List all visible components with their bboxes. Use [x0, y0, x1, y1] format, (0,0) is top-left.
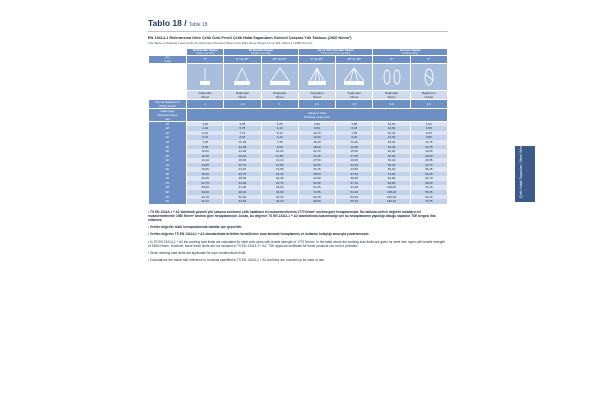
wll-cell: 7,35 [261, 140, 298, 145]
lifting-factor-label: Yapma Katsayısı K Lifting Factor [149, 99, 187, 108]
diameter-cell: 24 [149, 140, 187, 145]
diameter-cell: 44 [149, 181, 187, 186]
method-cell: Doğrudan Direct [336, 90, 373, 99]
diameter-cell: 28 [149, 149, 187, 154]
wll-cell: 6,80 [298, 121, 335, 126]
wll-cell: 184,40 [373, 199, 410, 204]
wll-cell: 27,60 [336, 172, 373, 177]
wll-cell: 20,70 [224, 163, 261, 168]
wll-cell: 24,80 [336, 167, 373, 172]
wll-cell: 13,10 [261, 158, 298, 163]
wll-cell: 7,35 [187, 140, 224, 145]
wll-cell: 6,15 [187, 135, 224, 140]
sling-type-header-row [149, 49, 448, 56]
wll-cell: 81,80 [373, 176, 410, 181]
wll-cell: 46,10 [261, 199, 298, 204]
method-cell: Doğrudan Direct [373, 90, 410, 99]
method-row [149, 90, 448, 99]
wll-cell: 24,15 [298, 154, 335, 159]
working-load-table [148, 48, 448, 204]
wll-cell: 12,90 [336, 145, 373, 150]
endless-direct-illustration [373, 63, 410, 90]
wll-cell: 64,20 [410, 195, 447, 200]
wll-cell: 18,00 [298, 145, 335, 150]
factor-cell: 1 [187, 99, 224, 108]
wll-cell: 14,00 [224, 149, 261, 154]
wll-cell: 8,15 [410, 131, 447, 136]
wll-cell: 24,75 [261, 181, 298, 186]
header-single-leg: Tel Bacaklı Sapan Single Leg Sling [187, 49, 224, 56]
wll-cell: 10,00 [187, 149, 224, 154]
wll-cell: 60,20 [336, 195, 373, 200]
factor-cell: 1 [261, 99, 298, 108]
wll-cell: 160,60 [373, 195, 410, 200]
wll-cell: 23,70 [410, 163, 447, 168]
wll-cell: 8,60 [261, 145, 298, 150]
wll-cell: 7,65 [336, 131, 373, 136]
wll-cell: 24,60 [373, 135, 410, 140]
method-cell: Doğrudan Direct [298, 90, 335, 99]
method-cell: Doğrudan Direct [187, 90, 224, 99]
wll-cell: 20,45 [187, 176, 224, 181]
wll-cell: 41,30 [224, 185, 261, 190]
wll-cell: 21,00 [298, 149, 335, 154]
wll-cell: 17,25 [336, 154, 373, 159]
angle-cell: 0° [187, 56, 224, 63]
wll-cell: 29,40 [373, 140, 410, 145]
document-page [148, 18, 448, 265]
note-item: • Verilen değerler TS EN 13414-1 + A2 standardında belirtilen formüllerine esas alınarak hesaplanmış ve kullanım kolaylığı amacıyla yuvarlanmıştır. [148, 232, 370, 237]
wll-label: Çalışma Yükü Working Load Limit [187, 108, 448, 121]
wll-cell: 32,70 [410, 176, 447, 181]
single-leg-illustration [187, 63, 224, 90]
wll-cell: 20,45 [261, 176, 298, 181]
method-cell: Boğdurma Choke [410, 90, 447, 99]
wll-cell: 20,95 [410, 158, 447, 163]
wll-cell: 40,00 [373, 149, 410, 154]
diameter-label: Halat Çapı Diameter Rope mm [149, 108, 187, 121]
note-item: • Given working load limits are applicable for rope constructions 6x36. [148, 251, 247, 256]
wll-cell: 12,00 [224, 145, 261, 150]
angle-label: Açı Angle [149, 56, 187, 63]
diameter-cell: 22 [149, 135, 187, 140]
wll-cell: 47,20 [410, 185, 447, 190]
angle-row [149, 56, 448, 63]
wll-cell: 3,25 [261, 121, 298, 126]
wll-cell: 29,50 [261, 185, 298, 190]
double-leg-illustration [224, 63, 261, 90]
diameter-cell: 30 [149, 154, 187, 159]
wll-cell: 55,35 [410, 190, 447, 195]
wll-cell: 16,55 [261, 167, 298, 172]
wll-cell: 38,60 [298, 172, 335, 177]
wll-cell: 34,65 [224, 181, 261, 186]
wll-cell: 12,60 [373, 126, 410, 131]
wll-cell: 18,40 [187, 172, 224, 177]
wll-cell: 11,75 [410, 140, 447, 145]
wll-cell: 73,75 [410, 199, 447, 204]
wll-cell: 48,40 [224, 190, 261, 195]
wll-cell: 39,60 [410, 181, 447, 186]
wll-cell: 3,25 [187, 121, 224, 126]
wll-cell: 51,90 [336, 190, 373, 195]
double-leg-wide-illustration [261, 63, 298, 90]
wll-cell: 5,75 [224, 126, 261, 131]
angle-cell: 45°<β<60° [261, 56, 298, 63]
header-double-leg: İki Bacaklı Sapan Double Leg Sling [224, 49, 299, 56]
wll-cell: 18,40 [410, 154, 447, 159]
wll-cell: 59,20 [373, 163, 410, 168]
wll-cell: 40,15 [187, 195, 224, 200]
wll-cell: 84,30 [298, 195, 335, 200]
angle-cell: 0°<β<45° [224, 56, 261, 63]
angle-cell: 0° [410, 56, 447, 63]
wll-cell: 7,15 [224, 131, 261, 136]
table-heading: EN 13414-1 Referansına Göre Çelik Özlü Presli Çelik Halat Sapanların Güvenli Çalışma Yük Tablosu (1960 N/mm²) [148, 36, 352, 40]
wll-cell: 34,75 [298, 167, 335, 172]
diameter-cell: 20 [149, 131, 187, 136]
wll-cell: 19,60 [336, 158, 373, 163]
diameter-cell: 60 [149, 199, 187, 204]
diameter-cell: 36 [149, 167, 187, 172]
diameter-cell: 56 [149, 195, 187, 200]
wll-cell: 64,50 [224, 199, 261, 204]
angle-cell: 45°<β<60° [336, 56, 373, 63]
diameter-cell: 38 [149, 172, 187, 177]
wll-cell: 23,15 [224, 167, 261, 172]
wll-cell: 29,50 [187, 185, 224, 190]
wll-cell: 99,00 [373, 181, 410, 186]
wll-header-row [149, 108, 448, 121]
table-row [149, 199, 448, 204]
wll-cell: 73,60 [373, 172, 410, 177]
wll-cell: 10,70 [298, 131, 335, 136]
wll-cell: 16,00 [410, 149, 447, 154]
wll-cell: 18,30 [224, 158, 261, 163]
wll-cell: 16,10 [224, 154, 261, 159]
diameter-cell: 32 [149, 158, 187, 163]
wll-cell: 27,50 [298, 158, 335, 163]
header-endless: Sonsuz Sapan Endless Sling [373, 49, 448, 56]
four-leg-wide-illustration [336, 63, 373, 90]
wll-cell: 4,10 [187, 126, 224, 131]
wll-cell: 34,40 [373, 145, 410, 150]
section-side-tab[interactable] [515, 125, 535, 202]
lifting-factor-row [149, 99, 448, 108]
wll-cell: 13,75 [410, 145, 447, 150]
note-item: • In TS EN 13414-1 + A2 the working load limits are calculated for steel wire ropes with tensile strength of 1770 N/mm². In the table above the working load limits are given for steel wire ropes with tensile strength of 1960 N/mm². However, since these limits are not included in TS EN 13414-1 + A2, TSE approval certificate for these products can not be provided. [148, 239, 445, 248]
endless-choke-illustration [410, 63, 447, 90]
factor-cell: 1,6 [410, 99, 447, 108]
diameter-cell: 40 [149, 176, 187, 181]
wll-cell: 14,80 [187, 163, 224, 168]
wll-cell: 29,45 [410, 172, 447, 177]
wll-cell: 6,15 [261, 135, 298, 140]
wll-cell: 118,00 [373, 185, 410, 190]
header-three-four-leg: Üç ve Dört Bacaklı Sapan Three and Four Leg Sling [298, 49, 373, 56]
four-leg-illustration [298, 63, 335, 90]
wll-cell: 6,55 [410, 126, 447, 131]
wll-cell: 26,45 [410, 167, 447, 172]
diameter-cell: 34 [149, 163, 187, 168]
wll-cell: 96,80 [298, 199, 335, 204]
wll-cell: 34,60 [187, 190, 224, 195]
wll-cell: 25,75 [224, 172, 261, 177]
diameter-cell: 18 [149, 126, 187, 131]
wll-cell: 37,10 [336, 181, 373, 186]
wll-cell: 28,60 [224, 176, 261, 181]
table-title-sub: Table 18 [188, 22, 208, 28]
wll-cell: 69,15 [336, 199, 373, 204]
wll-cell: 34,60 [261, 190, 298, 195]
factor-cell: 1,4 [224, 99, 261, 108]
wll-cell: 5,10 [261, 131, 298, 136]
wll-cell: 4,85 [336, 121, 373, 126]
wll-cell: 13,10 [187, 158, 224, 163]
factor-cell: 2,1 [298, 99, 335, 108]
factor-cell: 3,2 [373, 99, 410, 108]
wll-cell: 44,25 [336, 185, 373, 190]
wll-cell: 11,50 [187, 154, 224, 159]
wll-cell: 15,40 [298, 140, 335, 145]
wll-cell: 12,90 [298, 135, 335, 140]
wll-cell: 10,30 [224, 140, 261, 145]
wll-cell: 10,00 [373, 121, 410, 126]
wll-cell: 42,90 [298, 176, 335, 181]
wll-cell: 31,05 [298, 163, 335, 168]
diameter-cell: 48 [149, 185, 187, 190]
wll-cell: 14,80 [261, 163, 298, 168]
wll-cell: 16,55 [187, 167, 224, 172]
angle-cell: 0°<β<45° [298, 56, 335, 63]
diameter-cell: 16 [149, 121, 187, 126]
wll-cell: 51,95 [298, 181, 335, 186]
wll-cell: 9,85 [410, 135, 447, 140]
wll-cell: 52,40 [373, 158, 410, 163]
illustration-row [149, 63, 448, 90]
notes-section [148, 210, 448, 263]
wll-cell: 30,65 [336, 176, 373, 181]
factor-cell: 1,5 [336, 99, 373, 108]
wll-cell: 61,95 [298, 185, 335, 190]
table-heading-en: The Table of Working Load Limits for Aluminium Pressed Steel Core Wire Rope Slings Acc.to EN 13414-1 (1960 N/mm²) [148, 41, 313, 45]
table-title [148, 18, 448, 30]
table-title-main: Tablo 18 / [148, 18, 187, 28]
wll-cell: 4,55 [224, 121, 261, 126]
side-tab-label: Çelik Halat Sapanlar / Steel Wire Rope Slings [519, 125, 523, 198]
wll-cell: 11,50 [261, 154, 298, 159]
wll-cell: 15,00 [336, 149, 373, 154]
wll-cell: 8,60 [187, 145, 224, 150]
wll-cell: 5,20 [410, 121, 447, 126]
wll-cell: 9,20 [336, 135, 373, 140]
note-item: • TS EN 13414-1 + A2 standardı güvenli yük çalışma sınırlarını çelik halatların tel mukavemetlerinin 1770 N/mm² sınıfına göre hesaplanmıştır. Bu tabloda verilen değerler halatların tel mukavemetlerinin 1960 N/mm² sınıfına göre hesaplanmıştır. Ancak, bu değerler TS EN 13414-1 + A2 standartında bulunmadığı için bu hesaplamanın yapıldığı olduğu sapanlar TSE belgesi ihal edilemez. [148, 209, 436, 223]
wll-cell: 46,10 [187, 199, 224, 204]
wll-cell: 24,75 [187, 181, 224, 186]
wll-cell: 10,00 [261, 149, 298, 154]
wll-cell: 18,40 [261, 172, 298, 177]
wll-cell: 6,15 [336, 126, 373, 131]
title-divider [148, 31, 448, 32]
wll-cell: 46,00 [373, 154, 410, 159]
wll-cell: 22,20 [336, 163, 373, 168]
wll-cell: 20,40 [373, 131, 410, 136]
wll-cell: 138,40 [373, 190, 410, 195]
method-cell: Doğrudan Direct [224, 90, 261, 99]
wll-cell: 72,65 [298, 190, 335, 195]
diameter-cell: 52 [149, 190, 187, 195]
angle-cell: 0° [373, 56, 410, 63]
wll-cell: 56,20 [224, 195, 261, 200]
note-item: • Calculations are made with reference to formulas specified in TS EN 13414-1 + A2 and they are rounded up for ease of use. [148, 258, 325, 263]
wll-cell: 8,60 [224, 135, 261, 140]
wll-cell: 4,10 [261, 126, 298, 131]
wll-cell: 5,10 [187, 131, 224, 136]
wll-cell: 66,20 [373, 167, 410, 172]
wll-cell: 40,15 [261, 195, 298, 200]
wll-cell: 8,60 [298, 126, 335, 131]
method-cell: Doğrudan Direct [261, 90, 298, 99]
wll-cell: 11,00 [336, 140, 373, 145]
note-item: • Verilen değerler tüzlü konuşmalarında halatlar için geçerlidir. [148, 225, 243, 230]
diameter-cell: 26 [149, 145, 187, 150]
